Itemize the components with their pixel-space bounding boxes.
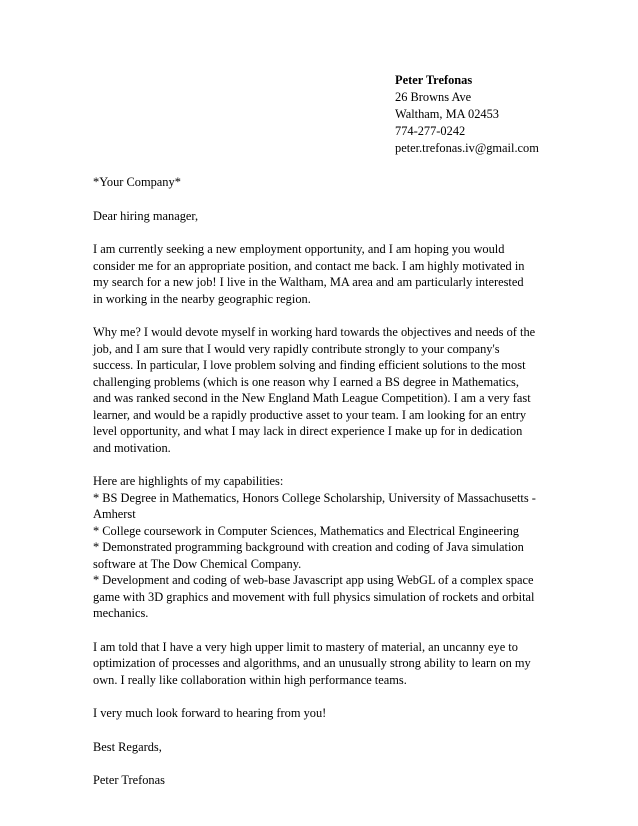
text-line: and was ranked second in the New England Math League Competition). I am a very fast — [93, 391, 531, 405]
salutation: Dear hiring manager, — [93, 208, 199, 223]
text-line: * Development and coding of web-base Javascript app using WebGL of a complex space — [93, 573, 534, 587]
text-line: * Demonstrated programming background with creation and coding of Java simulation — [93, 540, 524, 554]
text-line: consider me for an appropriate position, and contact me back. I am highly motivated in — [93, 258, 525, 273]
text-line: own. I really like collaboration within high performance teams. — [93, 672, 407, 687]
text-line: * BS Degree in Mathematics, Honors College Scholarship, University of Massachusetts - — [93, 490, 536, 505]
signature: Peter Trefonas — [93, 773, 165, 787]
text-line: I am told that I have a very high upper limit to mastery of material, an uncanny eye to — [93, 639, 518, 654]
text-line: Why me? I would devote myself in working hard towards the objectives and needs of the — [93, 325, 536, 339]
text-line: * College coursework in Computer Sciences, Mathematics and Electrical Engineering — [93, 523, 519, 538]
sender-phone: 774-277-0242 — [395, 124, 466, 138]
paragraph-highlights — [93, 473, 553, 622]
paragraph-forward — [93, 705, 553, 722]
text-line: I very much look forward to hearing from you! — [93, 706, 327, 720]
recipient-company: *Your Company* — [93, 175, 181, 189]
text-line: success. In particular, I love problem solving and finding efficient solutions to the most — [93, 358, 526, 372]
text-line: in working in the nearby geographic region. — [93, 291, 311, 306]
text-line: Here are highlights of my capabilities: — [93, 474, 284, 488]
text-line: optimization of processes and algorithms, and an unusually strong ability to learn on my — [93, 656, 531, 670]
text-line: my search for a new job! I live in the Waltham, MA area and am particularly interested — [93, 275, 524, 289]
sender-address-block — [395, 72, 539, 157]
text-line: software at The Dow Chemical Company. — [93, 556, 302, 571]
sender-email: peter.trefonas.iv@gmail.com — [395, 141, 539, 155]
sender-street: 26 Browns Ave — [395, 90, 472, 104]
text-line: learner, and would be a rapidly productive asset to your team. I am looking for an entry — [93, 407, 527, 422]
text-line: level opportunity, and what I may lack in direct experience I make up for in dedication — [93, 424, 523, 438]
text-line: challenging problems (which is one reason why I earned a BS degree in Mathematics, — [93, 374, 519, 389]
text-line: job, and I am sure that I would very rapidly contribute strongly to your company's — [93, 341, 500, 356]
closing: Best Regards, — [93, 739, 162, 754]
text-line: game with 3D graphics and movement with full physics simulation of rockets and orbital — [93, 589, 535, 604]
paragraph-why-me — [93, 324, 553, 456]
letter-body — [93, 174, 553, 806]
text-line: mechanics. — [93, 606, 149, 620]
text-line: I am currently seeking a new employment opportunity, and I am hoping you would — [93, 242, 505, 256]
paragraph-intro — [93, 241, 553, 307]
sender-name: Peter Trefonas — [395, 73, 473, 87]
text-line: and motivation. — [93, 440, 171, 455]
sender-city: Waltham, MA 02453 — [395, 107, 499, 121]
text-line: Amherst — [93, 507, 136, 521]
paragraph-told — [93, 639, 553, 689]
